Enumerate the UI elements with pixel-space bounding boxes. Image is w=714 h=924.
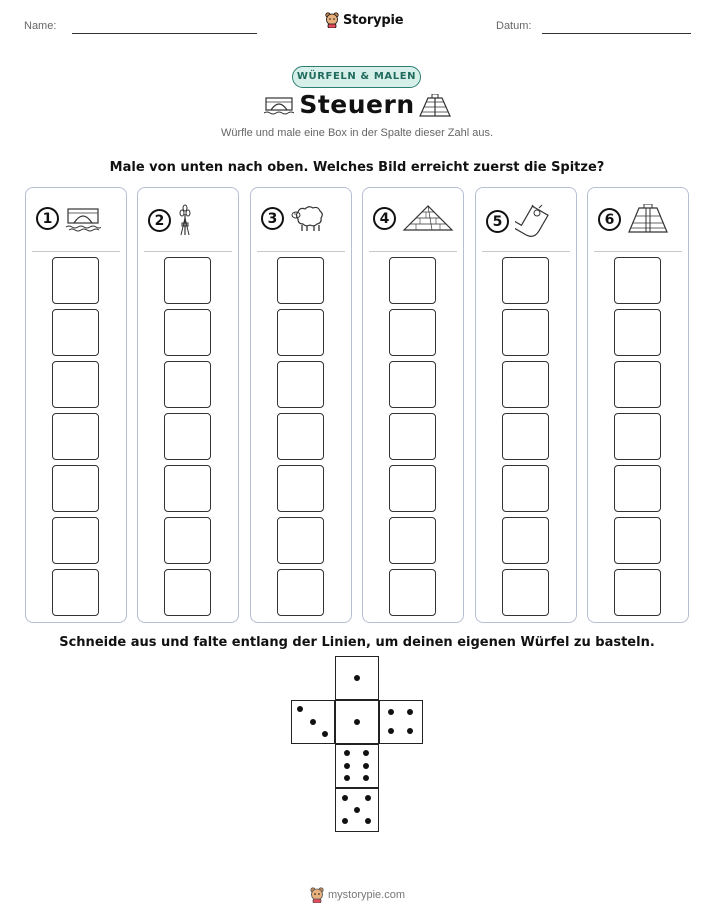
die-face-1 — [335, 700, 379, 744]
footer-url: mystorypie.com — [328, 889, 406, 901]
color-box[interactable] — [389, 517, 436, 564]
color-box[interactable] — [502, 309, 549, 356]
color-box[interactable] — [52, 517, 99, 564]
column-header — [148, 204, 193, 236]
instruction-top: Male von unten nach oben. Welches Bild erreicht zuerst die Spitze? — [109, 160, 605, 175]
die-face-4 — [379, 700, 423, 744]
column-header — [486, 204, 549, 238]
column-header — [373, 204, 454, 232]
column-divider — [257, 251, 345, 252]
die-pip — [354, 807, 360, 813]
color-box[interactable] — [389, 361, 436, 408]
die-pip — [365, 795, 371, 801]
die-pip — [344, 775, 350, 781]
color-box[interactable] — [614, 569, 661, 616]
column-4 — [362, 187, 464, 623]
color-box[interactable] — [277, 413, 324, 460]
die-pip — [354, 719, 360, 725]
column-divider — [594, 251, 682, 252]
color-box[interactable] — [164, 413, 211, 460]
color-box[interactable] — [164, 465, 211, 512]
color-box[interactable] — [502, 517, 549, 564]
die-face-6 — [335, 744, 379, 788]
color-box[interactable] — [502, 361, 549, 408]
color-box[interactable] — [502, 413, 549, 460]
column-3 — [250, 187, 352, 623]
color-box[interactable] — [389, 465, 436, 512]
page-title: Steuern — [299, 90, 415, 119]
column-number: 5 — [486, 210, 509, 233]
die-pip — [310, 719, 316, 725]
color-box[interactable] — [277, 517, 324, 564]
column-number: 2 — [148, 209, 171, 232]
column-header — [36, 204, 101, 232]
column-number: 3 — [261, 207, 284, 230]
color-box[interactable] — [502, 465, 549, 512]
temple-icon — [627, 204, 669, 234]
die-pip — [365, 818, 371, 824]
color-box[interactable] — [614, 413, 661, 460]
pyramid-icon — [402, 204, 454, 232]
die-pip — [363, 750, 369, 756]
subtitle: Würfle und male eine Box in der Spalte dieser Zahl aus. — [220, 127, 494, 139]
die-face-5 — [335, 788, 379, 832]
die-pip — [388, 709, 394, 715]
color-box[interactable] — [614, 361, 661, 408]
date-line — [542, 33, 691, 34]
die-pip — [363, 763, 369, 769]
column-2 — [137, 187, 239, 623]
temple-icon — [418, 94, 452, 118]
color-box[interactable] — [277, 309, 324, 356]
column-number: 6 — [598, 208, 621, 231]
column-number: 1 — [36, 207, 59, 230]
color-box[interactable] — [614, 465, 661, 512]
color-box[interactable] — [502, 569, 549, 616]
bear-icon — [325, 12, 339, 28]
wheat-icon — [177, 204, 193, 236]
color-box[interactable] — [614, 517, 661, 564]
instruction-bottom: Schneide aus und falte entlang der Linien, um deinen eigenen Würfel zu basteln. — [59, 635, 655, 650]
color-box[interactable] — [614, 309, 661, 356]
column-divider — [369, 251, 457, 252]
date-label: Datum: — [496, 20, 532, 32]
color-box[interactable] — [52, 257, 99, 304]
die-pip — [407, 709, 413, 715]
bridge-icon — [65, 204, 101, 232]
die-pip — [297, 706, 303, 712]
color-box[interactable] — [277, 569, 324, 616]
sheep-icon — [290, 204, 326, 232]
color-box[interactable] — [389, 569, 436, 616]
color-box[interactable] — [614, 257, 661, 304]
die-pip — [342, 818, 348, 824]
color-box[interactable] — [164, 257, 211, 304]
column-divider — [144, 251, 232, 252]
die-face-1 — [335, 656, 379, 700]
color-box[interactable] — [164, 517, 211, 564]
brand-logo — [325, 12, 403, 28]
die-pip — [322, 731, 328, 737]
color-box[interactable] — [164, 569, 211, 616]
color-box[interactable] — [277, 257, 324, 304]
name-label: Name: — [24, 20, 57, 32]
color-box[interactable] — [164, 309, 211, 356]
column-divider — [482, 251, 570, 252]
brand-name: Storypie — [343, 12, 404, 28]
name-line — [72, 33, 257, 34]
color-box[interactable] — [164, 361, 211, 408]
footer — [310, 887, 405, 903]
color-box[interactable] — [52, 465, 99, 512]
bear-icon — [310, 887, 324, 903]
column-header — [598, 204, 669, 234]
color-box[interactable] — [52, 361, 99, 408]
activity-badge: WÜRFELN & MALEN — [292, 66, 421, 88]
die-face-3 — [291, 700, 335, 744]
die-pip — [388, 728, 394, 734]
die-pip — [344, 750, 350, 756]
color-box[interactable] — [52, 413, 99, 460]
color-box[interactable] — [277, 465, 324, 512]
column-5 — [475, 187, 577, 623]
scroll-icon — [515, 204, 549, 238]
die-pip — [344, 763, 350, 769]
column-number: 4 — [373, 207, 396, 230]
color-box[interactable] — [389, 257, 436, 304]
column-divider — [32, 251, 120, 252]
color-box[interactable] — [277, 361, 324, 408]
color-box[interactable] — [502, 257, 549, 304]
die-pip — [354, 675, 360, 681]
column-6 — [587, 187, 689, 623]
die-pip — [407, 728, 413, 734]
die-pip — [342, 795, 348, 801]
die-pip — [363, 775, 369, 781]
color-box[interactable] — [52, 569, 99, 616]
color-box[interactable] — [52, 309, 99, 356]
column-header — [261, 204, 326, 232]
column-1 — [25, 187, 127, 623]
color-box[interactable] — [389, 309, 436, 356]
color-box[interactable] — [389, 413, 436, 460]
